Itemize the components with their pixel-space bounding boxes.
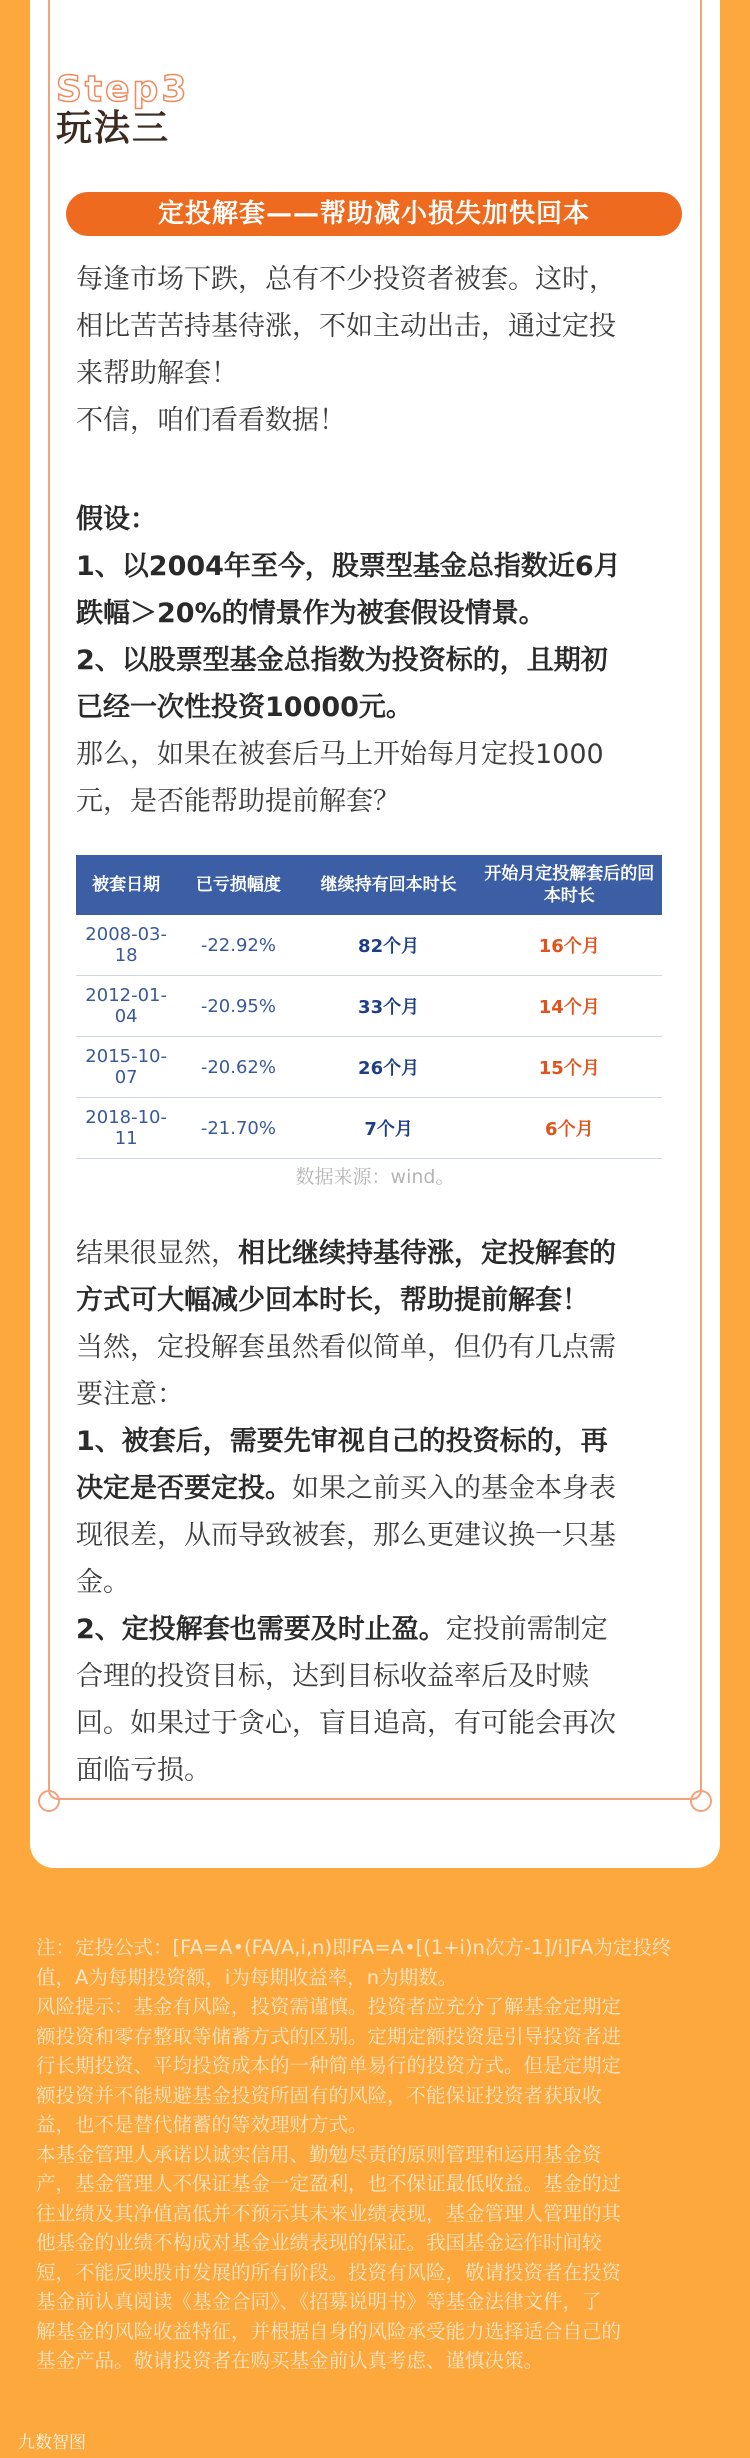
data-source-note: 数据来源：wind。 — [295, 1166, 455, 1188]
cell-hold: 26个月 — [301, 1037, 477, 1098]
text-line: 那么，如果在被套后马上开始每月定投1000 — [76, 739, 604, 770]
disclaimer-line: 值，A为每期投资额，i为每期收益率，n为期数。 — [36, 1965, 458, 1989]
disclaimer-line: 风险提示：基金有风险，投资需谨慎。投资者应充分了解基金定期定 — [36, 1995, 622, 2018]
cell-date: 2008-03-18 — [76, 915, 176, 976]
text-line: 当然，定投解套虽然看似简单，但仍有几点需 — [76, 1332, 616, 1363]
text-line: 合理的投资目标，达到目标收益率后及时赎 — [76, 1661, 589, 1692]
cell-hold: 82个月 — [301, 915, 477, 976]
corner-ornament-right — [690, 1790, 712, 1812]
disclaimer-line: 本基金管理人承诺以诚实信用、勤勉尽责的原则管理和运用基金资 — [36, 2142, 602, 2166]
result-bold: 相比继续持基待涨，定投解套的 — [238, 1238, 616, 1269]
cell-date: 2015-10-07 — [76, 1037, 176, 1098]
text-line: 2、以股票型基金总指数为投资标的，且期初 — [76, 645, 608, 676]
step-label-en: Step3 — [56, 69, 190, 110]
disclaimer-line: 产，基金管理人不保证基金一定盈利，也不保证最低收益。基金的过 — [36, 2172, 622, 2195]
table-row — [76, 1098, 662, 1159]
text-line: 跌幅＞20%的情景作为被套假设情景。 — [76, 598, 546, 629]
cell-dca: 16个月 — [477, 915, 662, 976]
disclaimer-line: 往业绩及其净值高低并不预示其未来业绩表现，基金管理人管理的其 — [36, 2201, 622, 2225]
watermark-logo: 九数智图 — [18, 2433, 86, 2453]
table-header-row — [76, 855, 662, 915]
conclusion-block — [76, 1230, 686, 1794]
disclaimer-line: 短，不能反映股市发展的所有阶段。投资有风险，敬请投资者在投资 — [36, 2260, 622, 2284]
cell-date: 2018-10-11 — [76, 1098, 176, 1159]
disclaimer-line: 基金前认真阅读《基金合同》、《招募说明书》等基金法律文件，了 — [36, 2290, 602, 2313]
text-line: 已经一次性投资10000元。 — [76, 692, 413, 723]
header-hold: 继续持有回本时长 — [301, 855, 477, 915]
section-banner: 定投解套——帮助减小损失加快回本 — [66, 192, 682, 236]
text-line: 方式可大幅减少回本时长，帮助提前解套！ — [76, 1285, 589, 1316]
disclaimer-line: 额投资并不能规避基金投资所固有的风险，不能保证投资者获取收 — [36, 2083, 602, 2107]
disclaimer-line: 行长期投资、平均投资成本的一种简单易行的投资方式。但是定期定 — [36, 2054, 622, 2077]
intro-paragraph — [76, 256, 686, 444]
text-line: 1、以2004年至今，股票型基金总指数近6月 — [76, 551, 621, 582]
table-row — [76, 1037, 662, 1098]
cell-loss: -20.62% — [176, 1037, 300, 1098]
cell-date: 2012-01-04 — [76, 976, 176, 1037]
text-line: 要注意： — [76, 1379, 184, 1410]
header-dca: 开始月定投解套后的回本时长 — [477, 855, 662, 915]
table-row — [76, 915, 662, 976]
text-line: 不信，咱们看看数据！ — [76, 405, 346, 436]
header-date: 被套日期 — [76, 855, 176, 915]
cell-dca: 15个月 — [477, 1037, 662, 1098]
assumption-block — [76, 496, 686, 825]
point1-rest: 如果之前买入的基金本身表 — [292, 1473, 616, 1504]
disclaimer-line: 益，也不是替代储蓄的等效理财方式。 — [36, 2113, 368, 2136]
cell-hold: 7个月 — [301, 1098, 477, 1159]
step-label-cn: 玩法三 — [56, 108, 171, 149]
disclaimer-line: 额投资和零存整取等储蓄方式的区别。定期定额投资是引导投资者进 — [36, 2024, 622, 2048]
table-row — [76, 976, 662, 1037]
text-line — [76, 1465, 686, 1512]
cell-loss: -21.70% — [176, 1098, 300, 1159]
text-line: 金。 — [76, 1567, 130, 1598]
disclaimer — [36, 1933, 716, 2376]
step-heading — [56, 69, 190, 151]
cell-dca: 6个月 — [477, 1098, 662, 1159]
cell-loss: -20.95% — [176, 976, 300, 1037]
text-line: 现很差，从而导致被套，那么更建议换一只基 — [76, 1520, 616, 1551]
cell-loss: -22.92% — [176, 915, 300, 976]
assume-title: 假设： — [76, 504, 157, 535]
point2-rest: 定投前需制定 — [445, 1614, 608, 1645]
text-line: 每逢市场下跌，总有不少投资者被套。这时， — [76, 264, 616, 295]
text-line: 1、被套后，需要先审视自己的投资标的，再 — [76, 1426, 608, 1457]
text-line — [76, 1230, 686, 1277]
text-line — [76, 1606, 686, 1653]
text-line: 回。如果过于贪心，盲目追高，有可能会再次 — [76, 1708, 616, 1739]
disclaimer-line: 他基金的业绩不构成对基金业绩表现的保证。我国基金运作时间较 — [36, 2231, 602, 2254]
data-table — [76, 855, 662, 1159]
cell-hold: 33个月 — [301, 976, 477, 1037]
text-line: 来帮助解套！ — [76, 358, 238, 389]
text-line: 元，是否能帮助提前解套？ — [76, 786, 400, 817]
text-line: 面临亏损。 — [76, 1755, 211, 1786]
point1-bold: 决定是否要定投。 — [76, 1473, 292, 1504]
text-line: 相比苦苦持基待涨，不如主动出击，通过定投 — [76, 311, 616, 342]
result-plain: 结果很显然， — [76, 1238, 238, 1269]
disclaimer-line: 注：定投公式：[FA=A•(FA/A,i,n)即FA=A•[(1+i)n次方-1]/i]FA为定投终 — [36, 1936, 672, 1959]
cell-dca: 14个月 — [477, 976, 662, 1037]
disclaimer-line: 基金产品。敬请投资者在购买基金前认真考虑、谨慎决策。 — [36, 2349, 544, 2372]
corner-ornament-left — [38, 1790, 60, 1812]
point2-bold: 2、定投解套也需要及时止盈。 — [76, 1614, 446, 1645]
header-loss: 已亏损幅度 — [176, 855, 300, 915]
disclaimer-line: 解基金的风险收益特征，并根据自身的风险承受能力选择适合自己的 — [36, 2319, 622, 2343]
